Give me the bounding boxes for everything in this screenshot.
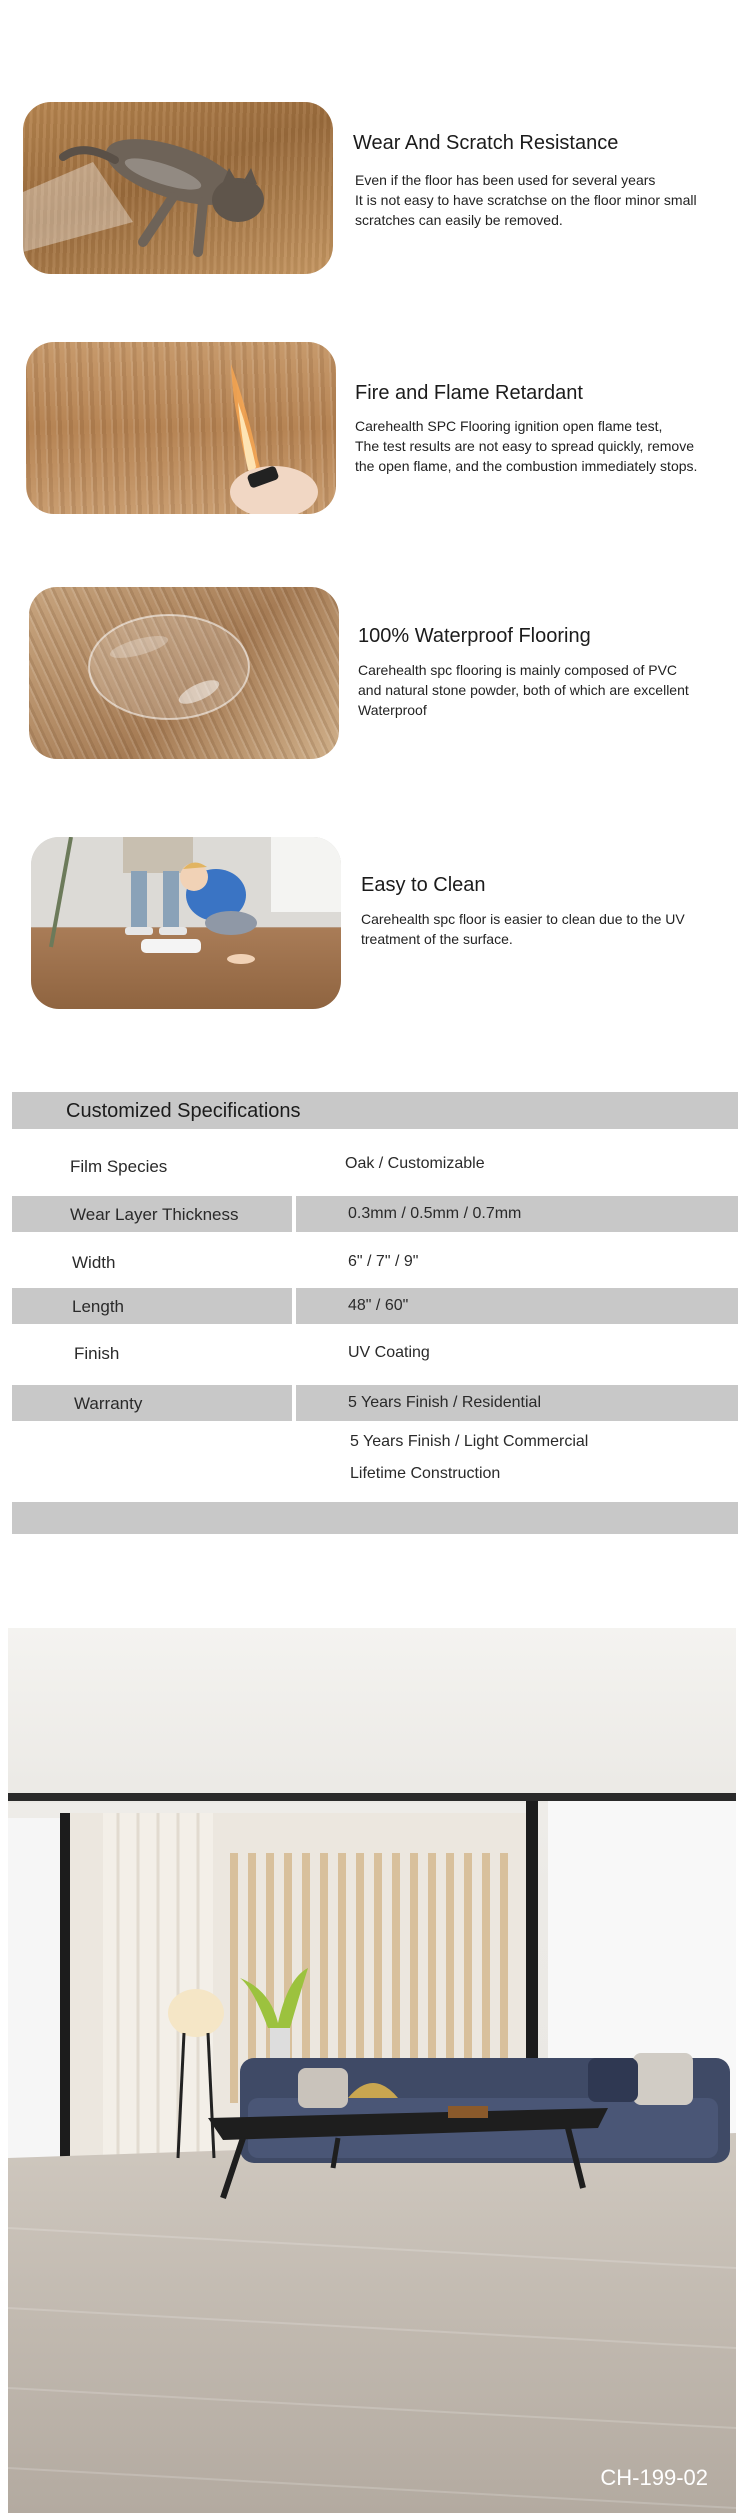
spec-label: Finish (74, 1344, 120, 1363)
spec-value: 0.3mm / 0.5mm / 0.7mm (348, 1205, 522, 1222)
feature-fire-retardant (0, 342, 750, 517)
spec-value: Oak / Customizable (345, 1155, 485, 1172)
feature-easy-clean (0, 837, 750, 1012)
spec-value: 5 Years Finish / Light Commercial (350, 1433, 589, 1450)
spec-row-wear-layer (12, 1196, 738, 1232)
spec-row-finish (12, 1335, 738, 1371)
feature-description: Even if the floor has been used for several years It is not easy to have scratchse on the floor minor small scratches can easily be removed. (355, 172, 697, 228)
product-code-caption: CH-199-02 (600, 2465, 708, 2490)
lighter-flame-photo (26, 342, 336, 514)
spec-label: Film Species (70, 1157, 168, 1176)
spec-row-film-species (12, 1148, 738, 1184)
spec-value: 48" / 60" (348, 1297, 409, 1314)
spec-value: Lifetime Construction (350, 1465, 501, 1482)
spec-value: 5 Years Finish / Residential (348, 1394, 541, 1411)
feature-description: Carehealth SPC Flooring ignition open flame test, The test results are not easy to spread quickly, remove the open flame, and the combustion immediately stops. (355, 418, 698, 474)
feature-wear-resistance (0, 100, 750, 275)
feature-waterproof (0, 587, 750, 762)
spec-table-title: Customized Specifications (66, 1100, 301, 1122)
spec-table-footer (12, 1502, 738, 1534)
living-room-photo (8, 1628, 736, 2513)
child-cleaning-photo (31, 837, 341, 1009)
spec-table-header (12, 1092, 738, 1129)
spec-value: 6" / 7" / 9" (348, 1253, 419, 1270)
spec-row-length (12, 1288, 738, 1324)
spec-row-warranty-commercial (12, 1424, 738, 1460)
feature-title: Wear And Scratch Resistance (353, 132, 619, 154)
cat-on-floor-photo (23, 102, 333, 274)
spec-row-width (12, 1244, 738, 1280)
feature-description: Carehealth spc floor is easier to clean due to the UV treatment of the surface. (361, 911, 685, 947)
feature-title: 100% Waterproof Flooring (358, 625, 591, 647)
water-drop-photo (29, 587, 339, 759)
spec-row-warranty-construction (12, 1456, 738, 1492)
feature-title: Easy to Clean (361, 874, 486, 896)
spec-label: Length (72, 1297, 124, 1316)
spec-row-warranty (12, 1385, 738, 1421)
spec-label: Width (72, 1253, 116, 1272)
spec-value: UV Coating (348, 1344, 430, 1361)
living-room-illustration (8, 1628, 736, 2513)
spec-label: Warranty (74, 1394, 143, 1413)
feature-title: Fire and Flame Retardant (355, 382, 583, 404)
spec-label: Wear Layer Thickness (70, 1205, 239, 1224)
feature-description: Carehealth spc flooring is mainly composed of PVC and natural stone powder, both of which are excellent Waterproof (358, 662, 689, 718)
